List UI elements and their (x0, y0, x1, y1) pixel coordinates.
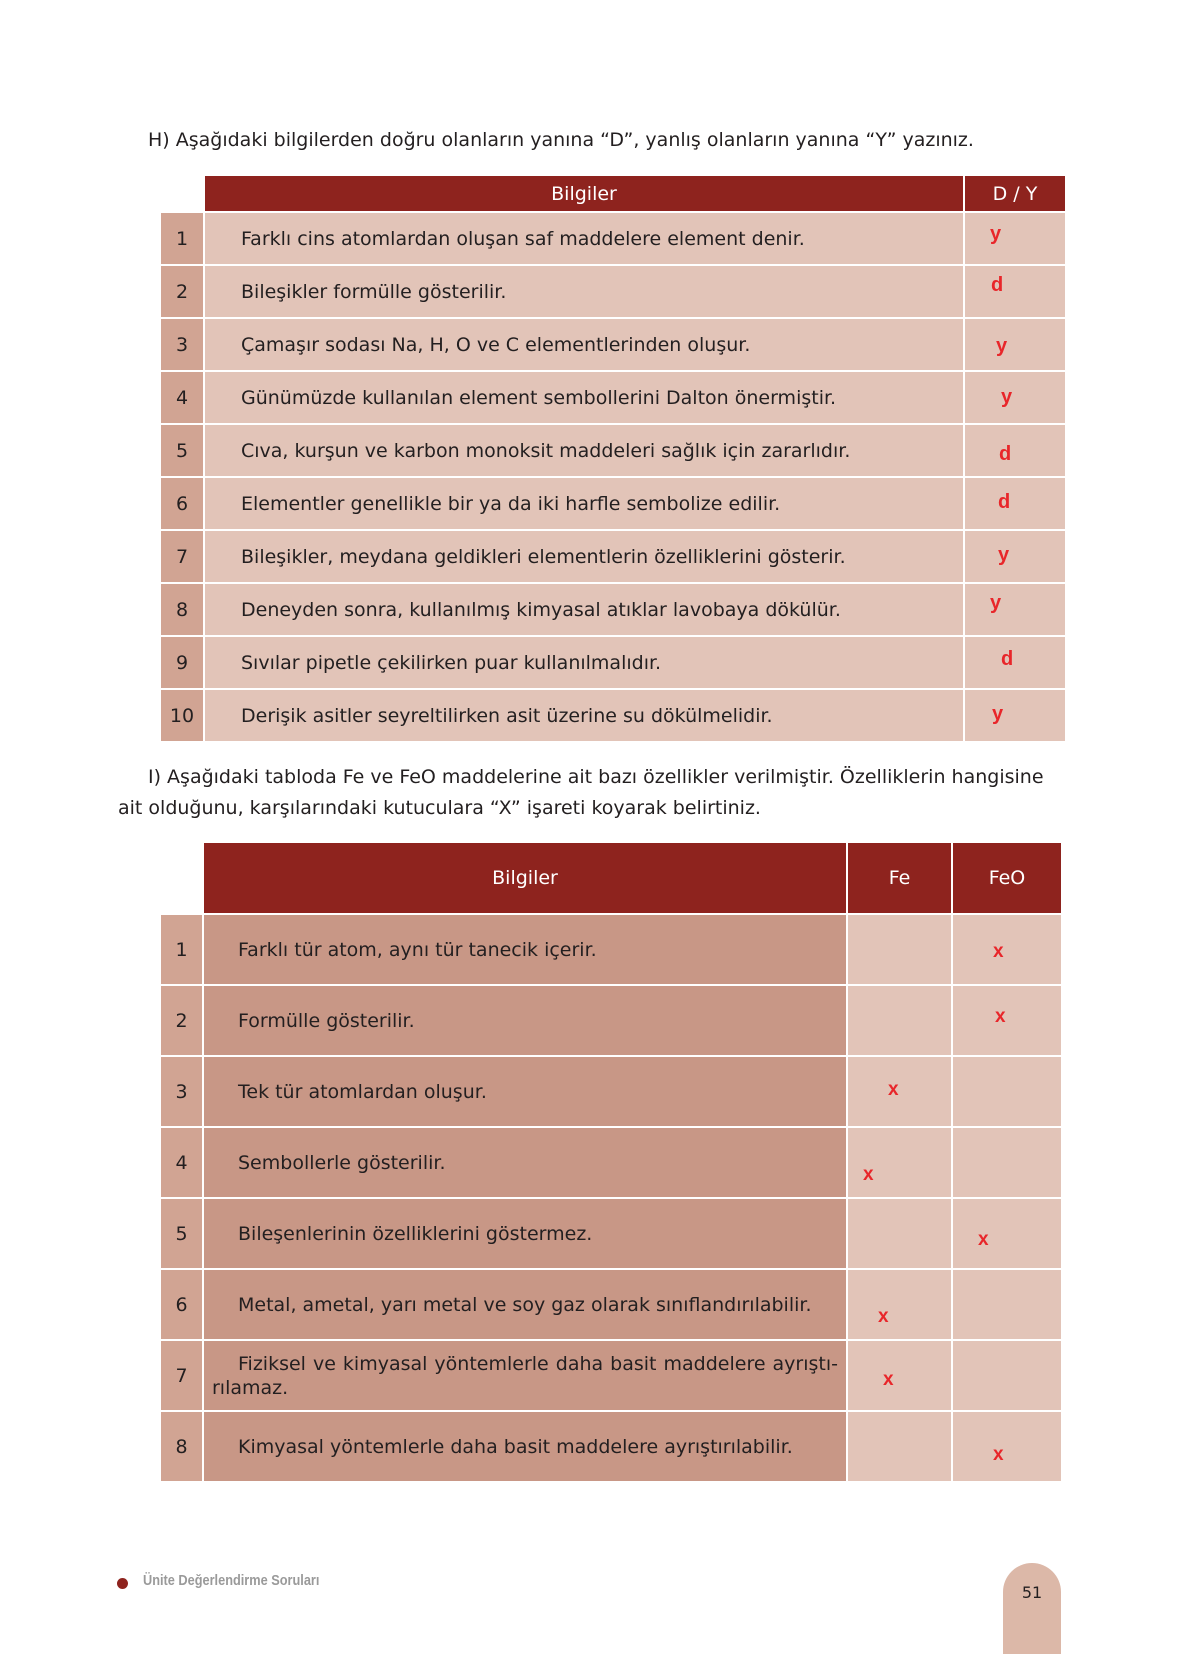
fe-checkbox-cell[interactable] (848, 915, 951, 984)
row-text: Tek tür atomlardan oluşur. (204, 1057, 846, 1126)
feo-checkbox-cell[interactable] (953, 1341, 1061, 1410)
header-info: Bilgiler (204, 843, 846, 913)
row-number: 2 (161, 986, 202, 1055)
header-feo: FeO (953, 843, 1061, 913)
row-text: Bileşenlerinin özelliklerini göstermez. (204, 1199, 846, 1268)
row-text: Kimyasal yöntemlerle daha basit maddelere ayrıştırılabilir. (204, 1412, 846, 1481)
fe-checkbox-cell[interactable] (848, 1199, 951, 1268)
feo-checkbox-cell[interactable] (953, 986, 1061, 1055)
feo-checkbox-cell[interactable] (953, 1412, 1061, 1481)
row-text: Çamaşır sodası Na, H, O ve C elementlerinden oluşur. (205, 319, 963, 370)
fe-checkbox-cell[interactable] (848, 1341, 951, 1410)
row-text: Sıvılar pipetle çekilirken puar kullanılmalıdır. (205, 637, 963, 688)
table-row (161, 690, 1065, 741)
row-number: 3 (161, 319, 203, 370)
fe-feo-table (159, 841, 1063, 1483)
row-text: Cıva, kurşun ve karbon monoksit maddeleri sağlık için zararlıdır. (205, 425, 963, 476)
answer-mark: y (992, 703, 1004, 725)
table-row (161, 425, 1065, 476)
answer-mark: d (991, 274, 1004, 296)
row-number: 4 (161, 372, 203, 423)
fe-mark: x (863, 1164, 874, 1185)
fe-checkbox-cell[interactable] (848, 1057, 951, 1126)
header-answer: D / Y (965, 176, 1065, 211)
fe-mark: x (883, 1369, 894, 1390)
feo-checkbox-cell[interactable] (953, 1270, 1061, 1339)
feo-checkbox-cell[interactable] (953, 1199, 1061, 1268)
answer-cell[interactable] (965, 266, 1065, 317)
row-text: Farklı tür atom, aynı tür tanecik içerir. (204, 915, 846, 984)
feo-mark: x (993, 1444, 1004, 1465)
table-row (161, 266, 1065, 317)
table-row (161, 986, 1061, 1055)
section-h-instruction: H) Aşağıdaki bilgilerden doğru olanların yanına “D”, yanlış olanların yanına “Y” yazınız. (148, 129, 974, 151)
table-row (161, 584, 1065, 635)
row-text: Fiziksel ve kimyasal yöntemlerle daha basit maddelere ayrıştı-rılamaz. (204, 1341, 846, 1410)
true-false-table (159, 174, 1067, 743)
answer-cell[interactable] (965, 425, 1065, 476)
answer-cell[interactable] (965, 319, 1065, 370)
fe-mark: x (888, 1079, 899, 1100)
header-info: Bilgiler (205, 176, 963, 211)
feo-mark: x (995, 1006, 1006, 1027)
row-number: 8 (161, 1412, 202, 1481)
row-text: Farklı cins atomlardan oluşan saf maddelere element denir. (205, 213, 963, 264)
row-text: Metal, ametal, yarı metal ve soy gaz olarak sınıflandırılabilir. (204, 1270, 846, 1339)
row-number: 1 (161, 213, 203, 264)
answer-mark: d (1001, 648, 1014, 670)
row-number: 10 (161, 690, 203, 741)
table-row (161, 1341, 1061, 1410)
page-number: 51 (1003, 1563, 1061, 1654)
row-text: Formülle gösterilir. (204, 986, 846, 1055)
answer-mark: y (990, 592, 1002, 614)
row-number: 3 (161, 1057, 202, 1126)
row-text: Deneyden sonra, kullanılmış kimyasal atıklar lavobaya dökülür. (205, 584, 963, 635)
fe-checkbox-cell[interactable] (848, 986, 951, 1055)
feo-mark: x (993, 941, 1004, 962)
row-number: 9 (161, 637, 203, 688)
table-row (161, 478, 1065, 529)
row-number: 1 (161, 915, 202, 984)
row-text: Elementler genellikle bir ya da iki harfle sembolize edilir. (205, 478, 963, 529)
header-fe: Fe (848, 843, 951, 913)
answer-mark: y (996, 335, 1008, 357)
row-number: 5 (161, 425, 203, 476)
fe-checkbox-cell[interactable] (848, 1128, 951, 1197)
answer-cell[interactable] (965, 213, 1065, 264)
section-i-instruction: I) Aşağıdaki tabloda Fe ve FeO maddelerine ait bazı özellikler verilmiştir. Özelliklerin hangisine ait olduğunu, karşılarındaki kutuculara “X” işareti koyarak belirtiniz. (118, 766, 1044, 819)
row-text: Sembollerle gösterilir. (204, 1128, 846, 1197)
footer-section: Ünite Değerlendirme Soruları (143, 1572, 320, 1589)
answer-mark: y (990, 223, 1002, 245)
answer-cell[interactable] (965, 584, 1065, 635)
answer-cell[interactable] (965, 372, 1065, 423)
fe-checkbox-cell[interactable] (848, 1270, 951, 1339)
answer-mark: d (999, 443, 1012, 465)
row-text: Bileşikler formülle gösterilir. (205, 266, 963, 317)
table-row (161, 915, 1061, 984)
table-row (161, 1199, 1061, 1268)
table-row (161, 213, 1065, 264)
row-number: 6 (161, 478, 203, 529)
row-number: 7 (161, 1341, 202, 1410)
row-number: 8 (161, 584, 203, 635)
fe-checkbox-cell[interactable] (848, 1412, 951, 1481)
feo-checkbox-cell[interactable] (953, 915, 1061, 984)
answer-mark: d (998, 491, 1011, 513)
table-row (161, 1057, 1061, 1126)
table-row (161, 372, 1065, 423)
bullet-icon (117, 1578, 128, 1589)
row-number: 4 (161, 1128, 202, 1197)
row-number: 7 (161, 531, 203, 582)
answer-cell[interactable] (965, 478, 1065, 529)
table-row (161, 319, 1065, 370)
table-row (161, 531, 1065, 582)
answer-mark: y (998, 544, 1010, 566)
table-row (161, 1412, 1061, 1481)
feo-mark: x (978, 1229, 989, 1250)
feo-checkbox-cell[interactable] (953, 1057, 1061, 1126)
row-number: 2 (161, 266, 203, 317)
answer-cell[interactable] (965, 690, 1065, 741)
row-text: Derişik asitler seyreltilirken asit üzerine su dökülmelidir. (205, 690, 963, 741)
row-text: Günümüzde kullanılan element sembollerini Dalton önermiştir. (205, 372, 963, 423)
answer-cell[interactable] (965, 531, 1065, 582)
feo-checkbox-cell[interactable] (953, 1128, 1061, 1197)
answer-cell[interactable] (965, 637, 1065, 688)
table-row (161, 1128, 1061, 1197)
answer-mark: y (1001, 386, 1013, 408)
table-row (161, 1270, 1061, 1339)
table-row (161, 637, 1065, 688)
row-number: 5 (161, 1199, 202, 1268)
row-number: 6 (161, 1270, 202, 1339)
fe-mark: x (878, 1306, 889, 1327)
row-text: Bileşikler, meydana geldikleri elementlerin özelliklerini gösterir. (205, 531, 963, 582)
